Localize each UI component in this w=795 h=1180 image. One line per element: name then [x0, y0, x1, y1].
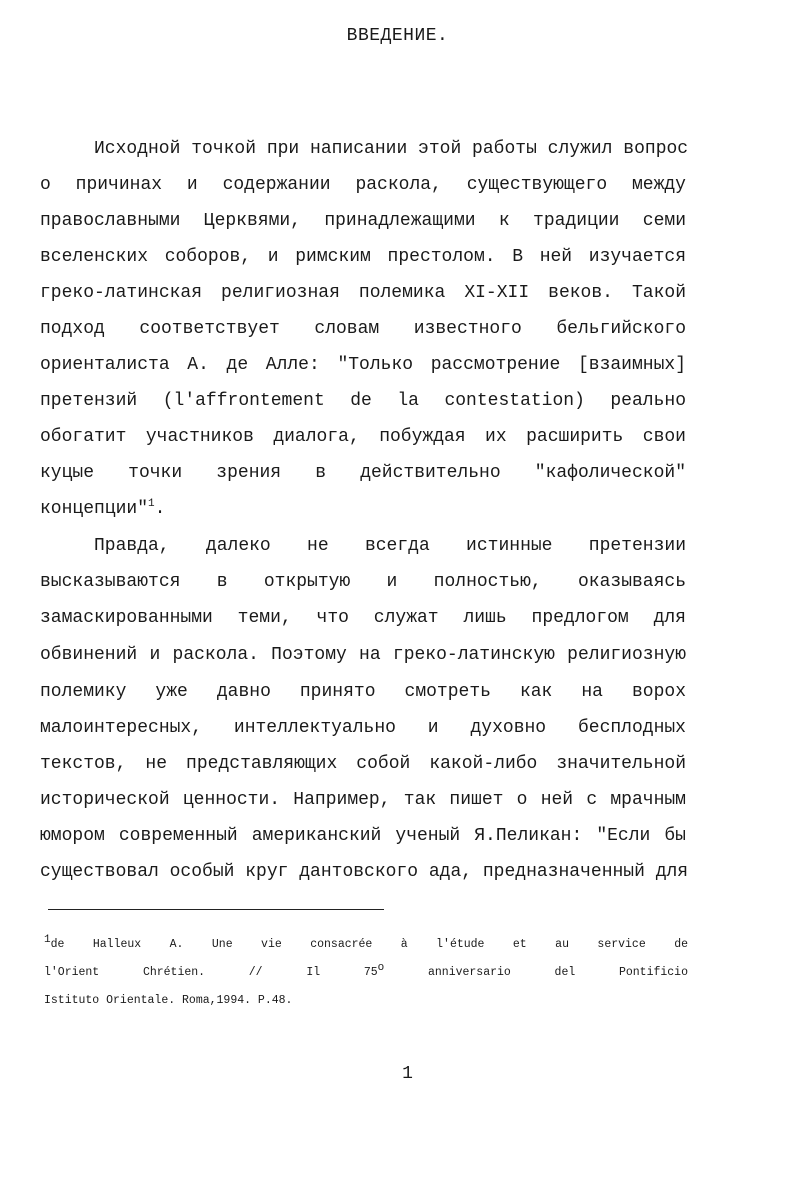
text-line: высказываются в открытую и полностью, оказываясь — [40, 572, 686, 592]
footnote-superscript: o — [377, 962, 385, 975]
footnote-line — [44, 935, 688, 955]
text-line: вселенских соборов, и римским престолом. В ней изучается — [40, 247, 686, 267]
text-line: Правда, далеко не всегда истинные претензии — [94, 536, 686, 556]
footnote-text: l'Orient Chrétien. // Il 75 — [44, 966, 378, 979]
footnote-line: Istituto Orientale. Roma,1994. P.48. — [44, 994, 293, 1007]
text-line-paragraph-end — [40, 491, 686, 527]
footnote-reference: 1 — [148, 498, 155, 510]
text-line: юмором современный американский ученый Я.Пеликан: "Если бы — [40, 826, 686, 846]
text-line: греко-латинская религиозная полемика XI-XII веков. Такой — [40, 283, 686, 303]
footnote-text: de Halleux A. Une vie consacrée à l'étude et au service de — [50, 938, 688, 951]
text-line: обвинений и раскола. Поэтому на греко-латинскую религиозную — [40, 645, 686, 665]
text-line: подход соответствует словам известного бельгийского — [40, 319, 686, 339]
text-line: полемику уже давно принято смотреть как на ворох — [40, 682, 686, 702]
footnote-separator — [48, 909, 384, 910]
text-line: обогатит участников диалога, побуждая их расширить свои — [40, 427, 686, 447]
text-line: текстов, не представляющих собой какой-либо значительной — [40, 754, 686, 774]
text-line: православными Церквями, принадлежащими к традиции семи — [40, 211, 686, 231]
text-fragment: концепции" — [40, 499, 149, 519]
text-line: существовал особый круг дантовского ада, предназначенный для — [40, 862, 689, 882]
footnote-line — [44, 963, 688, 983]
text-fragment: . — [154, 499, 166, 519]
text-line: куцые точки зрения в действительно "кафолической" — [40, 463, 686, 483]
page-number: 1 — [402, 1064, 413, 1084]
footnote-marker: 1 — [44, 934, 51, 947]
text-line: Исходной точкой при написании этой работы служил вопрос — [94, 139, 689, 159]
text-line: о причинах и содержании раскола, существующего между — [40, 175, 686, 195]
text-line: исторической ценности. Например, так пишет о ней с мрачным — [40, 790, 686, 810]
text-line: замаскированными теми, что служат лишь предлогом для — [40, 608, 686, 628]
text-line: претензий (l'affrontement de la contestation) реально — [40, 391, 686, 411]
page-title: ВВЕДЕНИЕ. — [346, 26, 449, 46]
text-line: ориенталиста А. де Алле: "Только рассмотрение [взаимных] — [40, 355, 686, 375]
footnote-text: anniversario del Pontificio — [384, 966, 688, 979]
text-line: малоинтересных, интеллектуально и духовно бесплодных — [40, 718, 686, 738]
